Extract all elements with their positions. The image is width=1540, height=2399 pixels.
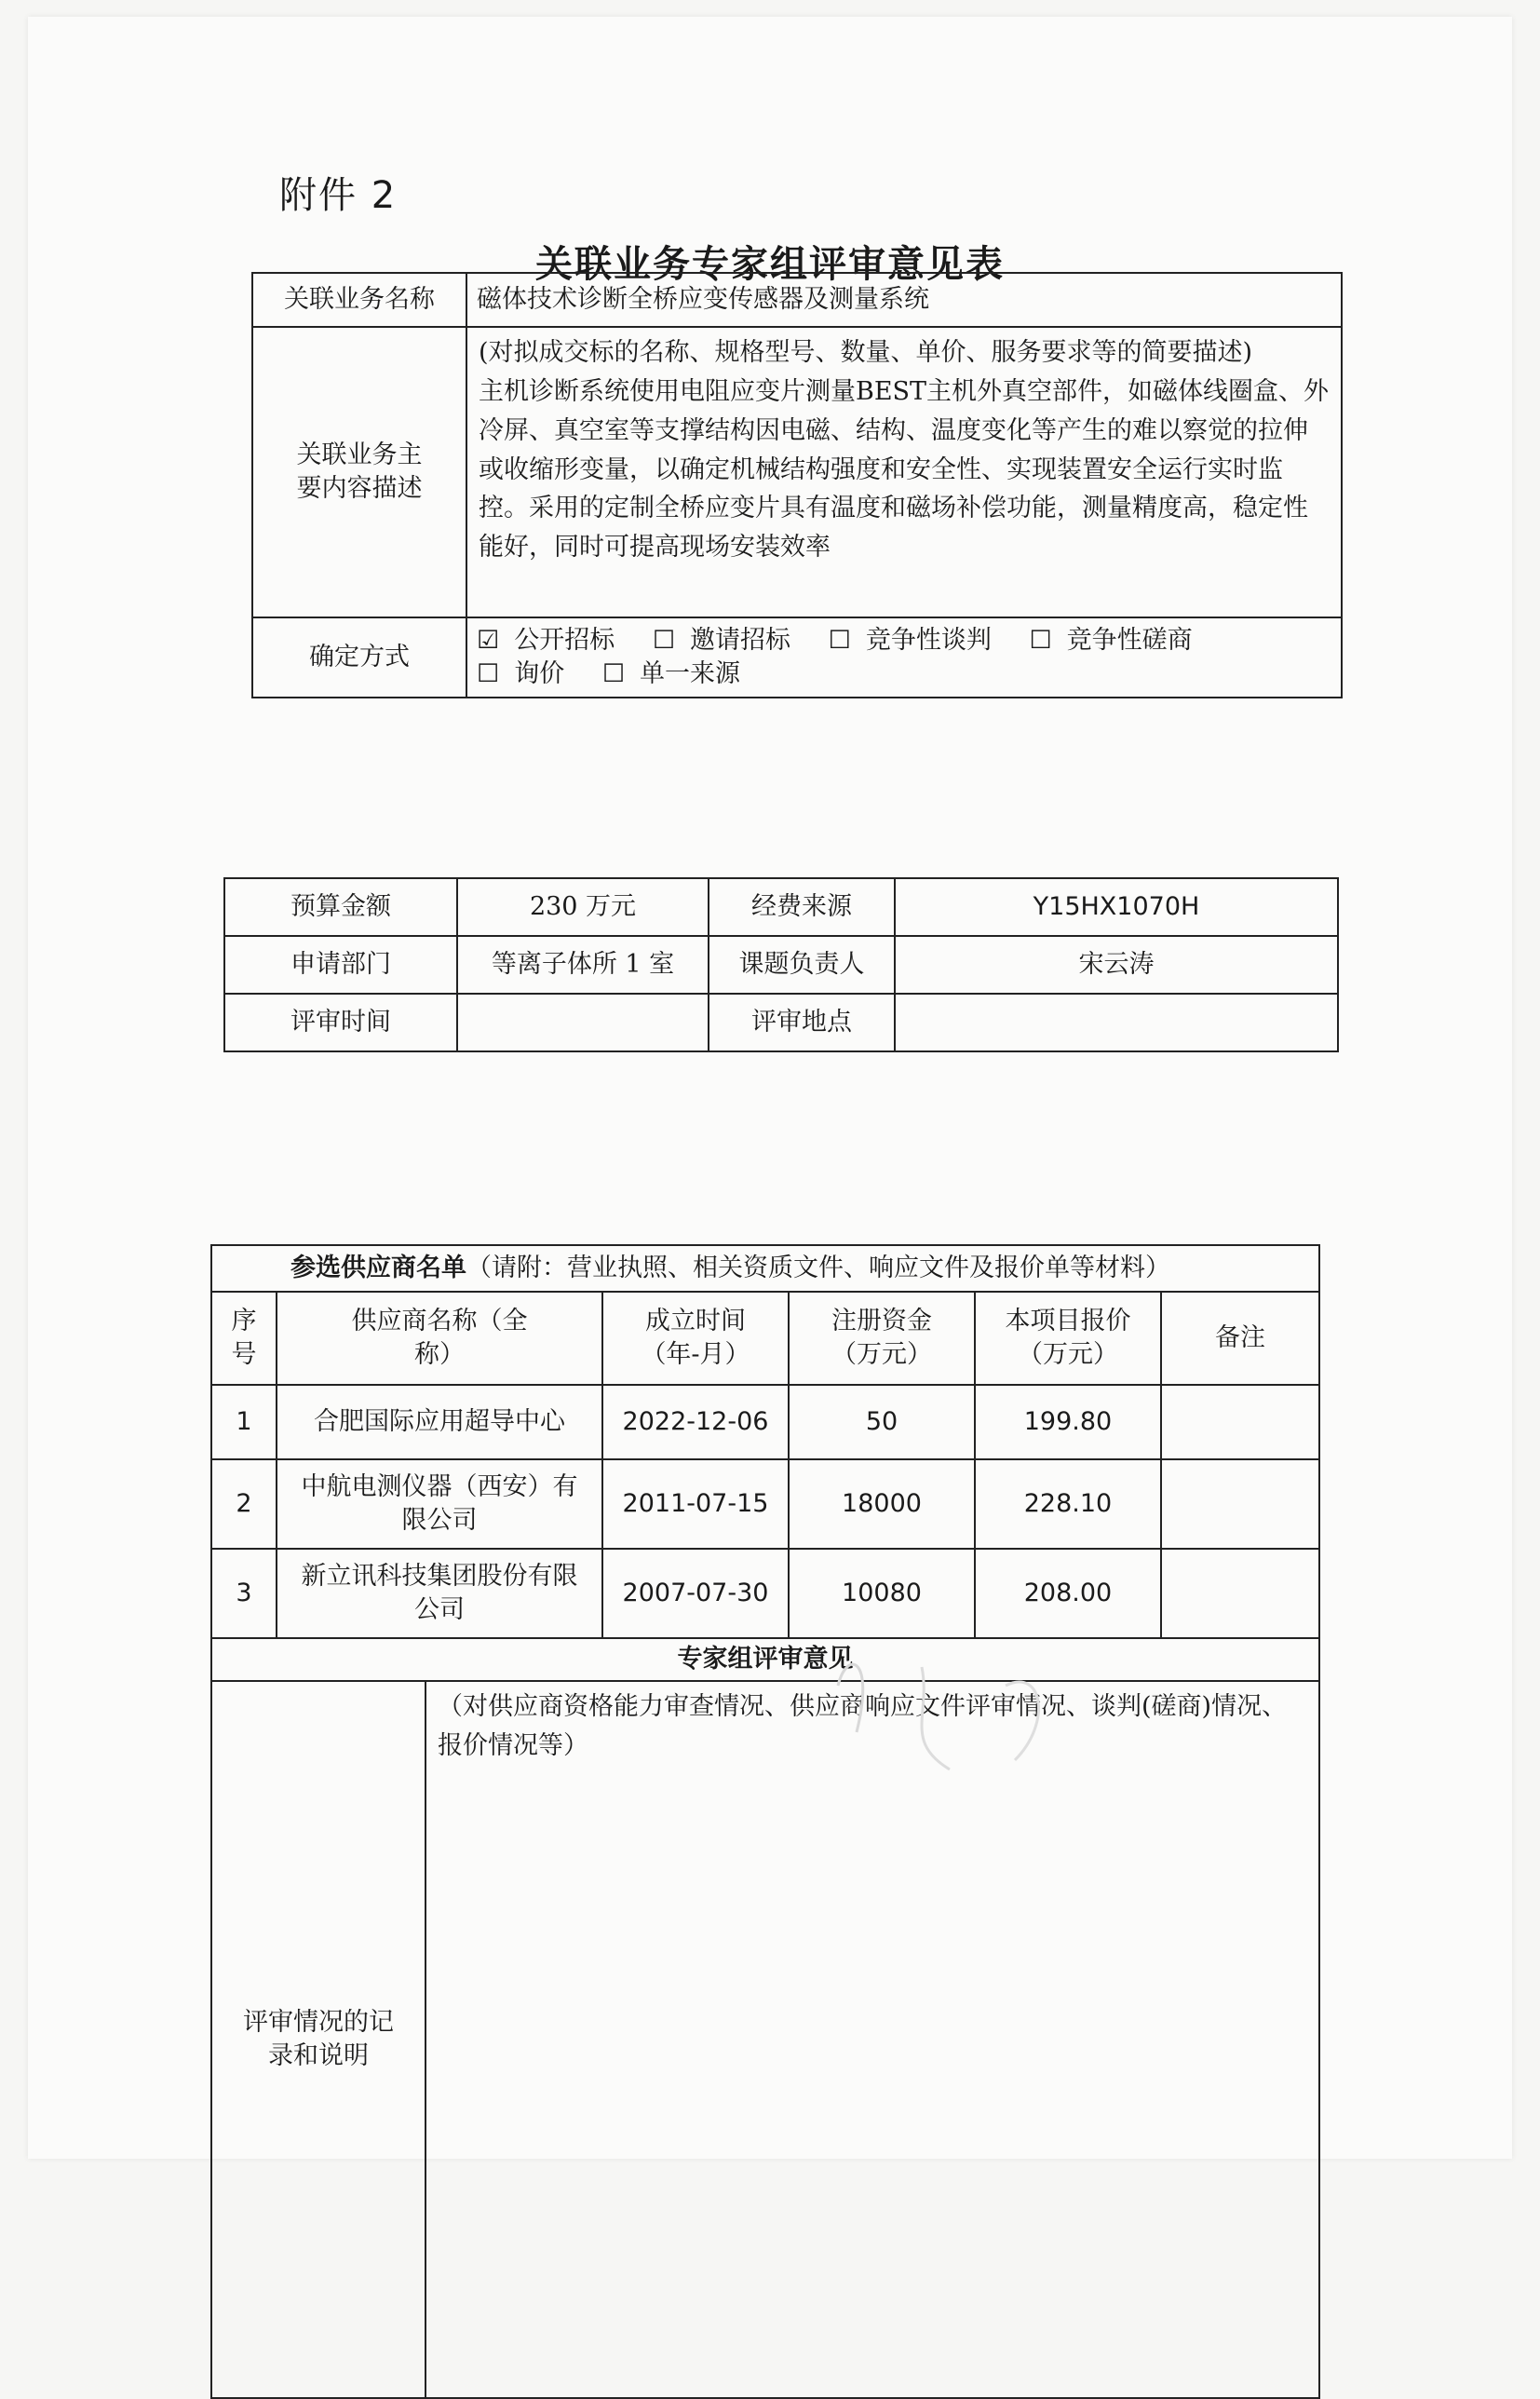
method-option-negotiation[interactable]: ☐ 竞争性谈判 xyxy=(828,625,992,655)
method-option-inquiry[interactable]: ☐ 询价 xyxy=(477,659,565,688)
table-row xyxy=(211,1459,1319,1549)
checkbox-icon: ☐ xyxy=(828,625,851,655)
opinion-hint: （对供应商资格能力审查情况、供应商响应文件评审情况、谈判(磋商)情况、报价情况等） xyxy=(438,1692,1288,1761)
content-cell xyxy=(466,327,1342,617)
method-option-public[interactable]: ☑ 公开招标 xyxy=(477,625,615,655)
row-no: 2 xyxy=(211,1459,277,1549)
col-header-capital: 注册资金（万元） xyxy=(789,1292,975,1385)
table-row xyxy=(211,1385,1319,1459)
col-header-name: 供应商名称（全称） xyxy=(277,1292,602,1385)
attachment-label: 附件 2 xyxy=(279,174,398,217)
content-label xyxy=(252,327,466,617)
content-description: 主机诊断系统使用电阻应变片测量BEST主机外真空部件，如磁体线圈盒、外冷屏、真空室等支撑结构因电磁、结构、温度变化等产生的难以察觉的拉伸或收缩形变量，以确定机械结构强度和安全性、实现装置安全运行实时监控。采用的定制全桥应变片具有温度和磁场补偿功能，测量精度高，稳定性能好，同时可提高现场安装效率 xyxy=(479,376,1330,562)
content-label-text: 关联业务主要内容描述 xyxy=(296,440,423,503)
table-row xyxy=(211,1549,1319,1638)
row-quote: 199.80 xyxy=(975,1385,1161,1459)
budget-value: 230 万元 xyxy=(457,878,709,936)
row-remark xyxy=(1161,1459,1319,1549)
row-supplier-name: 新立讯科技集团股份有限公司 xyxy=(277,1549,602,1638)
row-quote: 208.00 xyxy=(975,1549,1161,1638)
supplier-section-note: （请附：营业执照、相关资质文件、响应文件及报价单等材料） xyxy=(466,1253,1170,1282)
budget-label: 预算金额 xyxy=(224,878,457,936)
content-hint: (对拟成交标的名称、规格型号、数量、单价、服务要求等的简要描述) xyxy=(479,338,1253,367)
dept-value: 等离子体所 1 室 xyxy=(457,936,709,994)
budget-table xyxy=(223,877,1339,1052)
method-option-invite[interactable]: ☐ 邀请招标 xyxy=(652,625,791,655)
checkbox-icon: ☐ xyxy=(1029,625,1052,655)
row-no: 1 xyxy=(211,1385,277,1459)
checkbox-icon: ☐ xyxy=(477,659,500,688)
row-capital: 10080 xyxy=(789,1549,975,1638)
supplier-section-header xyxy=(211,1245,1319,1292)
row-capital: 50 xyxy=(789,1385,975,1459)
checkbox-icon: ☐ xyxy=(601,659,626,688)
business-name-label: 关联业务名称 xyxy=(252,273,466,327)
col-header-remark: 备注 xyxy=(1161,1292,1319,1385)
checkbox-checked-icon: ☑ xyxy=(477,625,500,655)
row-established: 2007-07-30 xyxy=(602,1549,789,1638)
review-time-label: 评审时间 xyxy=(224,994,457,1051)
row-supplier-name: 合肥国际应用超导中心 xyxy=(277,1385,602,1459)
col-header-quote: 本项目报价（万元） xyxy=(975,1292,1161,1385)
form-title: 关联业务专家组评审意见表 xyxy=(535,243,1005,286)
fund-source-value: Y15HX1070H xyxy=(895,878,1338,936)
method-options xyxy=(466,617,1342,698)
opinion-section-title: 专家组评审意见 xyxy=(211,1638,1319,1681)
row-no: 3 xyxy=(211,1549,277,1638)
supplier-table xyxy=(210,1244,1320,2399)
method-option-consultation[interactable]: ☐ 竞争性磋商 xyxy=(1029,625,1193,655)
col-header-no: 序号 xyxy=(211,1292,277,1385)
business-info-table xyxy=(251,272,1343,698)
row-capital: 18000 xyxy=(789,1459,975,1549)
opinion-record-label: 评审情况的记录和说明 xyxy=(211,1681,426,2398)
business-name-value: 磁体技术诊断全桥应变传感器及测量系统 xyxy=(466,273,1342,327)
row-supplier-name: 中航电测仪器（西安）有限公司 xyxy=(277,1459,602,1549)
method-label: 确定方式 xyxy=(252,617,466,698)
review-place-label: 评审地点 xyxy=(709,994,895,1051)
col-header-established: 成立时间（年-月） xyxy=(602,1292,789,1385)
row-established: 2011-07-15 xyxy=(602,1459,789,1549)
opinion-record-area[interactable] xyxy=(426,1681,1319,2398)
review-place-value[interactable] xyxy=(895,994,1338,1051)
checkbox-icon: ☐ xyxy=(652,625,676,655)
row-quote: 228.10 xyxy=(975,1459,1161,1549)
method-option-single[interactable]: ☐ 单一来源 xyxy=(601,659,741,688)
fund-source-label: 经费来源 xyxy=(709,878,895,936)
leader-label: 课题负责人 xyxy=(709,936,895,994)
row-remark xyxy=(1161,1549,1319,1638)
dept-label: 申请部门 xyxy=(224,936,457,994)
review-time-value[interactable] xyxy=(457,994,709,1051)
row-remark xyxy=(1161,1385,1319,1459)
leader-value: 宋云涛 xyxy=(895,936,1338,994)
supplier-section-title: 参选供应商名单 xyxy=(290,1253,466,1282)
row-established: 2022-12-06 xyxy=(602,1385,789,1459)
